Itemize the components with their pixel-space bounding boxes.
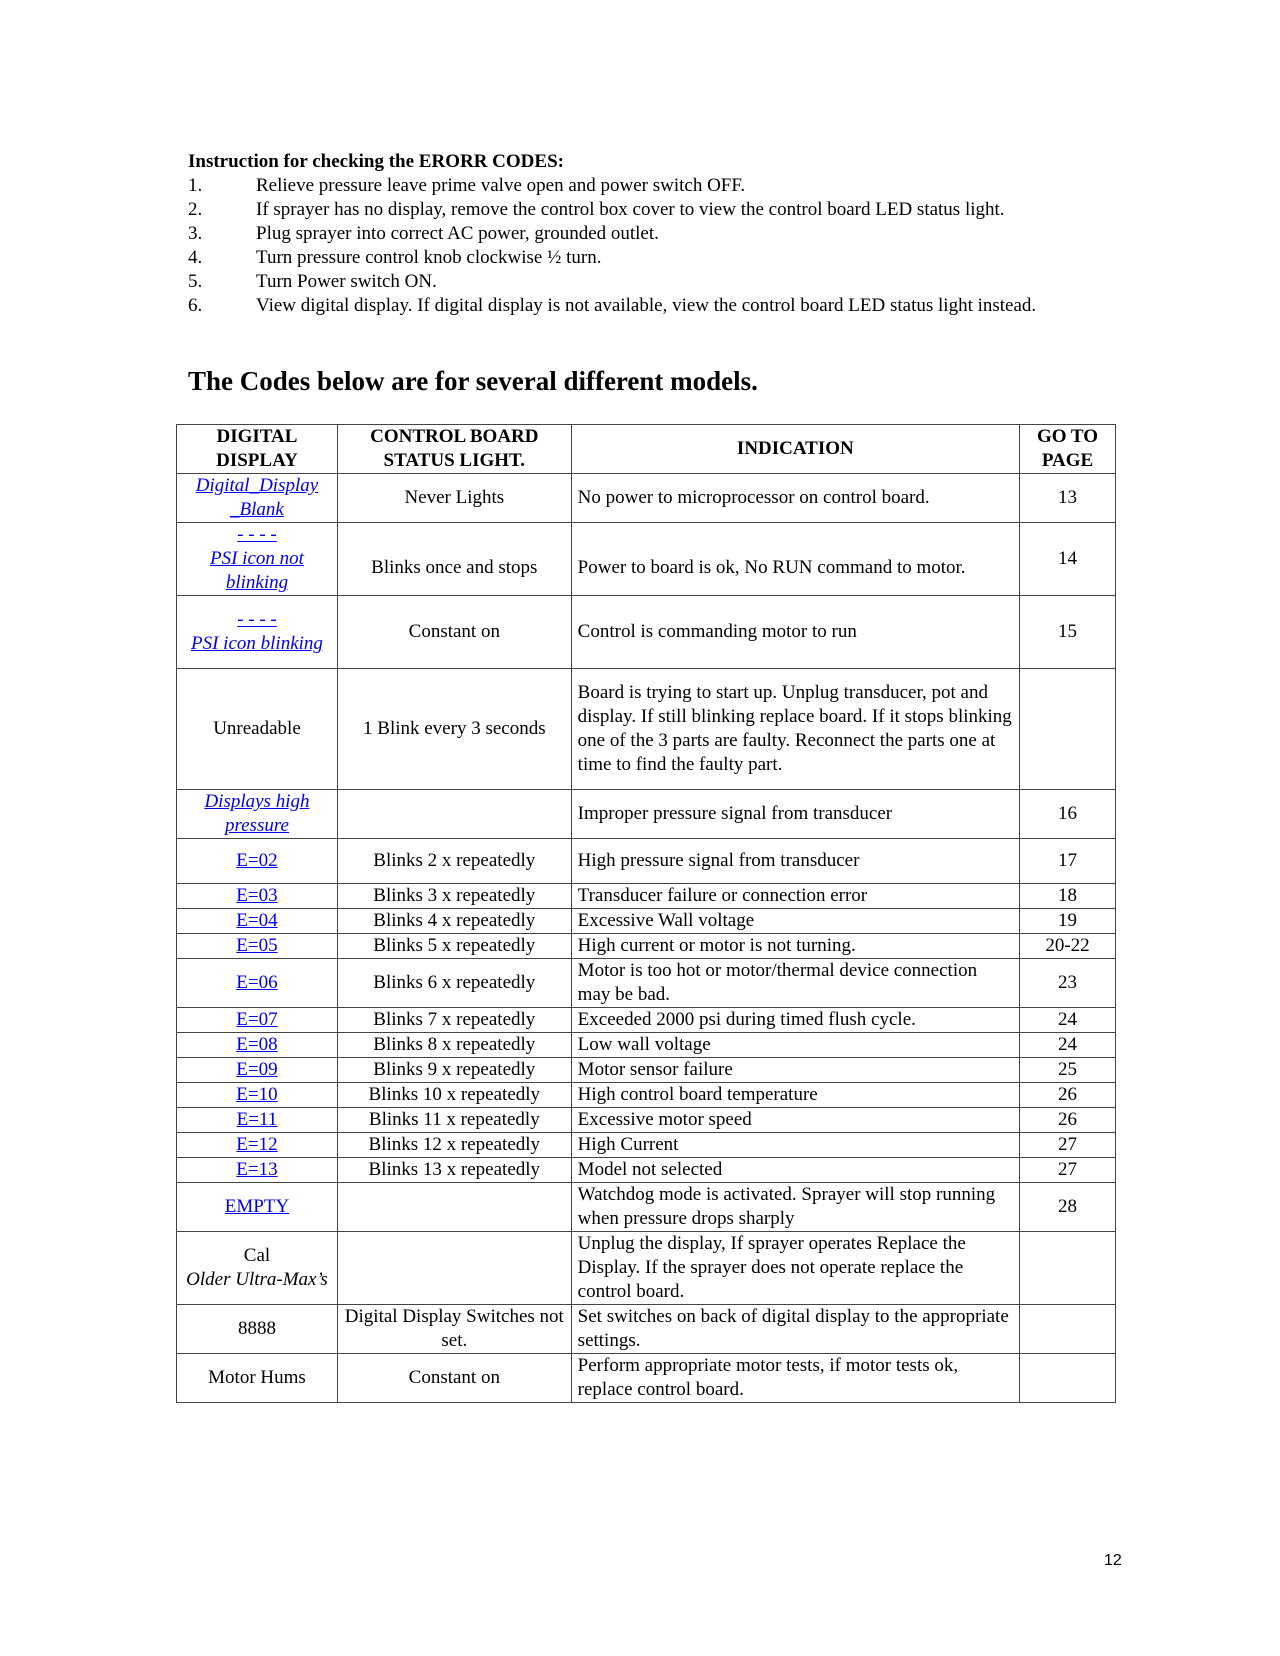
step-text: Plug sprayer into correct AC power, grounded outlet. [256,223,659,244]
indication-cell: Model not selected [571,1158,1019,1183]
indication-cell: Excessive Wall voltage [571,909,1019,934]
error-codes-table [176,424,1116,1403]
instruction-step [188,294,1088,318]
display-cell: 8888 [177,1305,338,1354]
indication-cell: No power to microprocessor on control board. [571,474,1019,523]
header-digital-display: DIGITAL DISPLAY [177,425,338,474]
display-link[interactable]: E=05 [236,935,278,956]
header-control-board: CONTROL BOARD STATUS LIGHT. [337,425,571,474]
display-cell[interactable] [177,839,338,884]
status-cell: Blinks 9 x repeatedly [337,1058,571,1083]
status-cell [337,1183,571,1232]
indication-cell: Exceeded 2000 psi during timed flush cycle. [571,1008,1019,1033]
status-cell: Blinks 3 x repeatedly [337,884,571,909]
display-link[interactable]: Digital_Display _Blank [195,475,319,520]
page-cell: 27 [1020,1133,1116,1158]
display-cell[interactable] [177,1033,338,1058]
display-cell[interactable] [177,1083,338,1108]
display-dashes[interactable]: - - - - [237,609,277,630]
display-cell[interactable] [177,1008,338,1033]
status-cell: Blinks 13 x repeatedly [337,1158,571,1183]
indication-cell: Set switches on back of digital display to the appropriate settings. [571,1305,1019,1354]
display-cell: Motor Hums [177,1354,338,1403]
display-subtext: Older Ultra-Max’s [186,1269,328,1290]
display-link[interactable]: Displays high pressure [204,791,310,836]
status-cell: Blinks 7 x repeatedly [337,1008,571,1033]
page-cell [1020,1305,1116,1354]
status-cell: Blinks 6 x repeatedly [337,959,571,1008]
table-row [177,1108,1116,1133]
table-header-row [177,425,1116,474]
status-cell: Digital Display Switches not set. [337,1305,571,1354]
table-row [177,523,1116,596]
instruction-step [188,246,1088,270]
indication-cell: Control is commanding motor to run [571,596,1019,669]
page-cell: 26 [1020,1083,1116,1108]
table-row [177,1008,1116,1033]
page-cell: 13 [1020,474,1116,523]
instruction-step [188,270,1088,294]
step-number: 3. [188,223,203,244]
indication-cell: High control board temperature [571,1083,1019,1108]
display-link[interactable]: E=04 [236,910,278,931]
display-link[interactable]: E=03 [236,885,278,906]
status-cell: Constant on [337,596,571,669]
display-link[interactable]: PSI icon blinking [191,633,323,654]
instructions-heading: Instruction for checking the ERORR CODES: [188,151,564,172]
step-text: If sprayer has no display, remove the control box cover to view the control board LED status light. [256,199,1005,220]
display-link[interactable]: E=12 [236,1134,278,1155]
display-link[interactable]: E=11 [236,1109,278,1130]
status-cell: 1 Blink every 3 seconds [337,669,571,790]
indication-cell: Board is trying to start up. Unplug transducer, pot and display. If still blinking replace board. If it stops blinking one of the 3 parts are faulty. Reconnect the parts one at time to find the faulty part. [571,669,1019,790]
display-cell[interactable] [177,790,338,839]
page-cell: 26 [1020,1108,1116,1133]
page-cell: 24 [1020,1033,1116,1058]
header-go-to-page: GO TO PAGE [1020,425,1116,474]
step-number: 1. [188,175,203,196]
page-cell [1020,1354,1116,1403]
page-cell: 27 [1020,1158,1116,1183]
display-cell[interactable] [177,909,338,934]
indication-cell: High pressure signal from transducer [571,839,1019,884]
status-cell: Blinks once and stops [337,523,571,596]
table-row [177,1354,1116,1403]
step-number: 6. [188,295,203,316]
indication-cell: Motor is too hot or motor/thermal device connection may be bad. [571,959,1019,1008]
display-cell[interactable] [177,1133,338,1158]
instruction-step [188,222,1088,246]
indication-cell: Watchdog mode is activated. Sprayer will stop running when pressure drops sharply [571,1183,1019,1232]
step-text: Relieve pressure leave prime valve open and power switch OFF. [256,175,746,196]
table-row [177,790,1116,839]
display-cell[interactable] [177,474,338,523]
status-cell [337,1232,571,1305]
table-row [177,596,1116,669]
display-cell[interactable] [177,523,338,596]
status-cell: Blinks 4 x repeatedly [337,909,571,934]
display-cell[interactable] [177,1108,338,1133]
table-row [177,1158,1116,1183]
display-dashes[interactable]: - - - - [237,524,277,545]
step-number: 2. [188,199,203,220]
page-cell: 28 [1020,1183,1116,1232]
indication-cell: Unplug the display, If sprayer operates Replace the Display. If the sprayer does not operate replace the control board. [571,1232,1019,1305]
table-row [177,884,1116,909]
status-cell: Constant on [337,1354,571,1403]
display-text: Cal [243,1245,271,1266]
indication-cell: Perform appropriate motor tests, if motor tests ok, replace control board. [571,1354,1019,1403]
models-title: The Codes below are for several different models. [188,366,758,396]
page-cell: 15 [1020,596,1116,669]
status-cell: Blinks 11 x repeatedly [337,1108,571,1133]
step-number: 4. [188,247,203,268]
page-cell: 14 [1020,523,1116,596]
table-row [177,934,1116,959]
header-indication: INDICATION [571,425,1019,474]
step-text: Turn Power switch ON. [256,271,437,292]
display-link[interactable]: E=02 [236,850,278,871]
status-cell [337,790,571,839]
display-link[interactable]: E=09 [236,1059,278,1080]
display-cell[interactable] [177,596,338,669]
indication-cell: Transducer failure or connection error [571,884,1019,909]
display-cell[interactable] [177,1158,338,1183]
display-cell[interactable] [177,884,338,909]
step-text: Turn pressure control knob clockwise ½ turn. [256,247,602,268]
page-cell: 17 [1020,839,1116,884]
table-row [177,959,1116,1008]
page-cell [1020,1232,1116,1305]
table-row [177,1232,1116,1305]
status-cell: Never Lights [337,474,571,523]
table-row [177,1058,1116,1083]
instruction-step [188,174,1088,198]
table-row [177,909,1116,934]
indication-cell: High current or motor is not turning. [571,934,1019,959]
indication-cell: Motor sensor failure [571,1058,1019,1083]
indication-cell: Improper pressure signal from transducer [571,790,1019,839]
indication-cell: Power to board is ok, No RUN command to motor. [571,523,1019,596]
status-cell: Blinks 12 x repeatedly [337,1133,571,1158]
display-link[interactable]: PSI icon not blinking [210,548,304,593]
page-cell: 19 [1020,909,1116,934]
display-cell: Unreadable [177,669,338,790]
display-cell[interactable] [177,1058,338,1083]
indication-cell: High Current [571,1133,1019,1158]
display-cell[interactable] [177,959,338,1008]
status-cell: Blinks 10 x repeatedly [337,1083,571,1108]
page-cell: 23 [1020,959,1116,1008]
display-cell[interactable] [177,934,338,959]
status-cell: Blinks 5 x repeatedly [337,934,571,959]
status-cell: Blinks 8 x repeatedly [337,1033,571,1058]
display-link[interactable]: EMPTY [224,1196,290,1217]
display-cell[interactable] [177,1183,338,1232]
instructions-section [188,150,1088,318]
step-number: 5. [188,271,203,292]
indication-cell: Excessive motor speed [571,1108,1019,1133]
table-row [177,1083,1116,1108]
display-link[interactable]: E=07 [236,1009,278,1030]
page-number: 12 [1104,1552,1122,1569]
table-row [177,1033,1116,1058]
table-row [177,1133,1116,1158]
display-link[interactable]: E=08 [236,1034,278,1055]
page-cell [1020,669,1116,790]
table-row [177,669,1116,790]
instruction-step [188,198,1088,222]
display-link[interactable]: E=06 [236,972,278,993]
display-link[interactable]: E=10 [236,1084,278,1105]
table-row [177,1183,1116,1232]
table-row [177,474,1116,523]
table-row [177,1305,1116,1354]
page-cell: 16 [1020,790,1116,839]
status-cell: Blinks 2 x repeatedly [337,839,571,884]
table-row [177,839,1116,884]
page-cell: 18 [1020,884,1116,909]
display-link[interactable]: E=13 [236,1159,278,1180]
page-cell: 20-22 [1020,934,1116,959]
step-text: View digital display. If digital display is not available, view the control board LED status light instead. [256,295,1037,316]
display-cell [177,1232,338,1305]
page-cell: 25 [1020,1058,1116,1083]
page-cell: 24 [1020,1008,1116,1033]
indication-cell: Low wall voltage [571,1033,1019,1058]
